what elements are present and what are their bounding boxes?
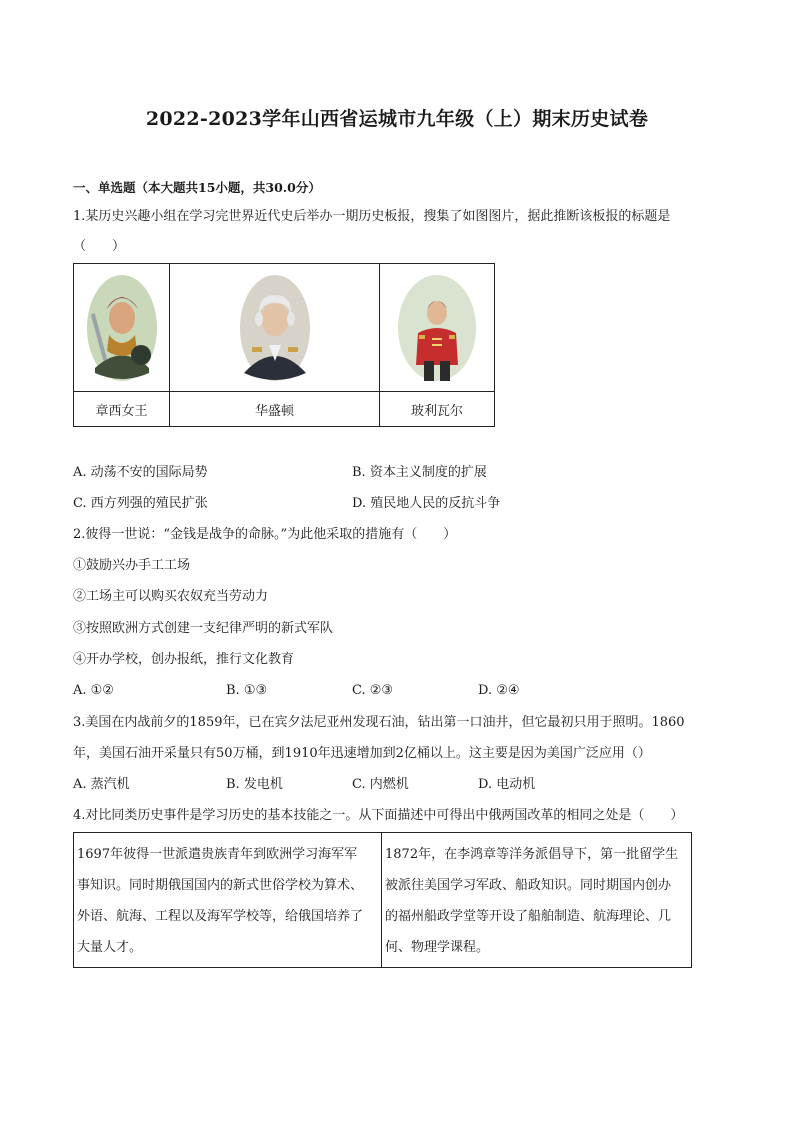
q4-stem: 4.对比同类历史事件是学习历史的基本技能之一。从下面描述中可得出中俄两国改革的相同之处是（ ）: [73, 808, 684, 823]
q1-option-a[interactable]: A. 动荡不安的国际局势: [73, 465, 208, 480]
q1-option-c[interactable]: C. 西方列强的殖民扩张: [73, 496, 208, 511]
portrait-caption-2: 华盛顿: [170, 392, 380, 427]
q1-stem-line1: 1.某历史兴趣小组在学习完世界近代史后举办一期历史板报，搜集了如图图片，据此推断该板报的标题是: [73, 209, 671, 224]
q4-russia-cell: [74, 833, 382, 968]
portrait-washington-icon: [238, 273, 312, 383]
q4-comparison-table: [73, 832, 692, 968]
q2-item-4: ④开办学校，创办报纸，推行文化教育: [73, 652, 295, 667]
portrait-cell-3: [380, 264, 495, 392]
q4-russia-line: 1697年彼得一世派遣贵族青年到欧洲学习海军军: [77, 847, 358, 862]
q4-russia-line: 事知识。同时期俄国国内的新式世俗学校为算术、: [77, 878, 364, 893]
q1-stem-line2: （ ）: [73, 239, 126, 254]
q1-portrait-table: [73, 263, 495, 427]
q2-option-d[interactable]: D. ②④: [478, 683, 520, 698]
q2-item-2: ②工场主可以购买农奴充当劳动力: [73, 589, 269, 604]
portrait-caption-1: 章西女王: [74, 392, 170, 427]
section-heading: 一、单选题（本大题共15小题，共30.0分）: [73, 180, 321, 195]
q1-option-d[interactable]: D. 殖民地人民的反抗斗争: [352, 496, 501, 511]
q2-option-c[interactable]: C. ②③: [352, 683, 394, 698]
q4-russia-line: 大量人才。: [77, 940, 143, 955]
q4-china-cell: [382, 833, 692, 968]
q4-china-line: 的福州船政学堂等开设了船舶制造、航海理论、几: [385, 909, 672, 924]
exam-title: 2022-2023学年山西省运城市九年级（上）期末历史试卷: [145, 108, 649, 130]
q4-china-line: 何、物理学课程。: [385, 940, 490, 955]
q4-china-line: 1872年，在李鸿章等洋务派倡导下，第一批留学生: [385, 847, 679, 862]
q2-option-a[interactable]: A. ①②: [73, 683, 114, 698]
q2-item-1: ①鼓励兴办手工工场: [73, 558, 191, 573]
q3-stem-line2: 年，美国石油开采量只有50万桶，到1910年迅速增加到2亿桶以上。这主要是因为美国广泛应用（）: [73, 746, 651, 761]
portrait-rani-icon: [85, 273, 159, 383]
q3-option-a[interactable]: A. 蒸汽机: [73, 777, 130, 792]
portrait-bolivar-icon: [396, 273, 478, 383]
portrait-cell-2: [170, 264, 380, 392]
q2-stem: 2.彼得一世说：“金钱是战争的命脉。”为此他采取的措施有（ ）: [73, 527, 457, 542]
q3-stem-line1: 3.美国在内战前夕的1859年，已在宾夕法尼亚州发现石油，钻出第一口油井，但它最初只用于照明。1860: [73, 715, 685, 730]
q1-option-b[interactable]: B. 资本主义制度的扩展: [352, 465, 487, 480]
q2-option-b[interactable]: B. ①③: [226, 683, 268, 698]
q4-china-line: 被派往美国学习军政、船政知识。同时期国内创办: [385, 878, 672, 893]
q3-option-b[interactable]: B. 发电机: [226, 777, 283, 792]
q4-russia-line: 外语、航海、工程以及海军学校等，给俄国培养了: [77, 909, 364, 924]
q2-item-3: ③按照欧洲方式创建一支纪律严明的新式军队: [73, 621, 334, 636]
q3-option-c[interactable]: C. 内燃机: [352, 777, 409, 792]
portrait-caption-3: 玻利瓦尔: [380, 392, 495, 427]
portrait-cell-1: [74, 264, 170, 392]
q3-option-d[interactable]: D. 电动机: [478, 777, 536, 792]
